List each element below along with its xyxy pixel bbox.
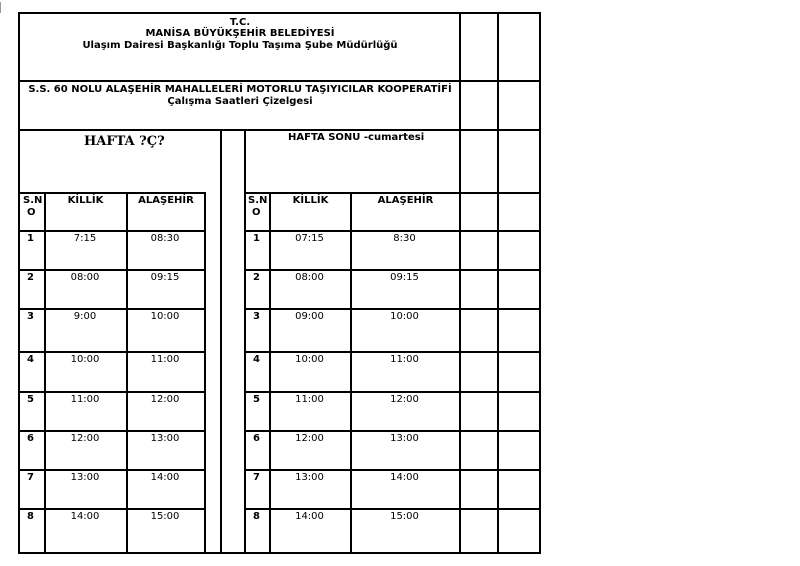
grid-line-weekday-row [18,230,206,232]
weekday-sno-header-line1: S.N [23,195,43,206]
weekday-killik-time: 7:15 [73,233,97,244]
weekday-alasehir-time: 14:00 [150,472,180,483]
weekend-row-number: 4 [253,354,260,365]
weekday-killik-time: 10:00 [70,354,100,365]
weekend-alasehir-time: 15:00 [390,511,419,522]
grid-line-weekday-row [18,508,206,510]
weekend-row-number: 8 [253,511,260,522]
weekend-title: HAFTA SONU -cumartesi [288,132,425,143]
weekend-killik-time: 09:00 [295,311,324,322]
grid-line-weekday-row [18,269,206,271]
weekday-alasehir-time: 13:00 [150,433,180,444]
weekday-alasehir-time: 08:30 [150,233,180,244]
grid-line-weekday-row [18,351,206,353]
header-department: Ulaşım Dairesi Başkanlığı Toplu Taşıma Şube Müdürlüğü [82,40,398,51]
grid-line-cooperative [18,129,541,131]
weekend-killik-time: 11:00 [295,394,324,405]
weekend-killik-time: 13:00 [295,472,324,483]
weekend-alasehir-time: 10:00 [390,311,419,322]
grid-line-middle-right [244,129,246,554]
grid-line-weekday-row [18,308,206,310]
weekday-alasehir-time: 09:15 [150,272,180,283]
weekend-row-number: 1 [253,233,260,244]
weekday-killik-time: 11:00 [70,394,100,405]
weekend-row-number: 6 [253,433,260,444]
weekday-row-number: 5 [27,394,34,405]
weekday-alasehir-time: 12:00 [150,394,180,405]
grid-line-weekday-sno [44,192,46,554]
weekday-alasehir-time: 11:00 [150,354,180,365]
weekend-killik-time: 12:00 [295,433,324,444]
grid-line-header [18,80,541,82]
weekday-killik-time: 12:00 [70,433,100,444]
grid-line-weekday-row [18,469,206,471]
weekend-alasehir-time: 11:00 [390,354,419,365]
weekday-alasehir-time: 15:00 [150,511,180,522]
cooperative-name: S.S. 60 NOLU ALAŞEHİR MAHALLELERİ MOTORLU TAŞIYICILAR KOOPERATİFİ [28,84,452,95]
weekday-killik-time: 14:00 [70,511,100,522]
grid-line-weekend-killik [350,192,352,554]
weekend-row-number: 2 [253,272,260,283]
grid-line-weekday-right [204,192,206,554]
weekend-alasehir-time: 14:00 [390,472,419,483]
grid-line-middle-left [220,129,222,554]
grid-line-top [18,12,541,14]
grid-line-right [539,12,541,554]
weekend-alasehir-time: 13:00 [390,433,419,444]
weekend-alasehir-header: ALAŞEHİR [377,195,434,206]
grid-line-weekday-row [18,430,206,432]
grid-line-weekend-sno [269,192,271,554]
weekend-alasehir-time: 8:30 [393,233,416,244]
grid-line-blank-col-2 [497,12,499,554]
grid-line-weekday-killik [126,192,128,554]
weekend-row-number: 3 [253,311,260,322]
weekday-killik-header: KİLLİK [67,195,104,206]
weekday-sno-header-line2: O [27,207,36,218]
weekend-row-number: 7 [253,472,260,483]
schedule-subtitle: Çalışma Saatleri Çizelgesi [167,96,313,107]
weekday-killik-time: 08:00 [70,272,100,283]
weekday-title: HAFTA ?Ç? [84,134,165,149]
weekend-sno-header-line1: S.N [248,195,268,206]
weekend-killik-time: 10:00 [295,354,324,365]
weekday-row-number: 2 [27,272,34,283]
grid-line-weekday-row [18,192,206,194]
weekday-killik-time: 13:00 [70,472,100,483]
grid-line-weekday-row [18,391,206,393]
weekday-row-number: 6 [27,433,34,444]
weekday-row-number: 3 [27,311,34,322]
weekday-row-number: 7 [27,472,34,483]
weekday-row-number: 1 [27,233,34,244]
header-tc: T.C. [229,17,251,28]
weekend-alasehir-time: 12:00 [390,394,419,405]
header-municipality: MANİSA BÜYÜKŞEHİR BELEDİYESİ [145,28,335,39]
weekend-killik-header: KİLLİK [292,195,329,206]
page-corner-mark [0,2,3,13]
weekend-killik-time: 14:00 [295,511,324,522]
weekday-killik-time: 9:00 [73,311,97,322]
weekend-row-number: 5 [253,394,260,405]
weekday-row-number: 4 [27,354,34,365]
weekday-row-number: 8 [27,511,34,522]
weekend-killik-time: 08:00 [295,272,324,283]
weekday-alasehir-header: ALAŞEHİR [138,195,194,206]
weekend-sno-header-line2: O [252,207,261,218]
grid-line-bottom [18,552,541,554]
weekday-alasehir-time: 10:00 [150,311,180,322]
weekend-alasehir-time: 09:15 [390,272,419,283]
weekend-killik-time: 07:15 [295,233,324,244]
